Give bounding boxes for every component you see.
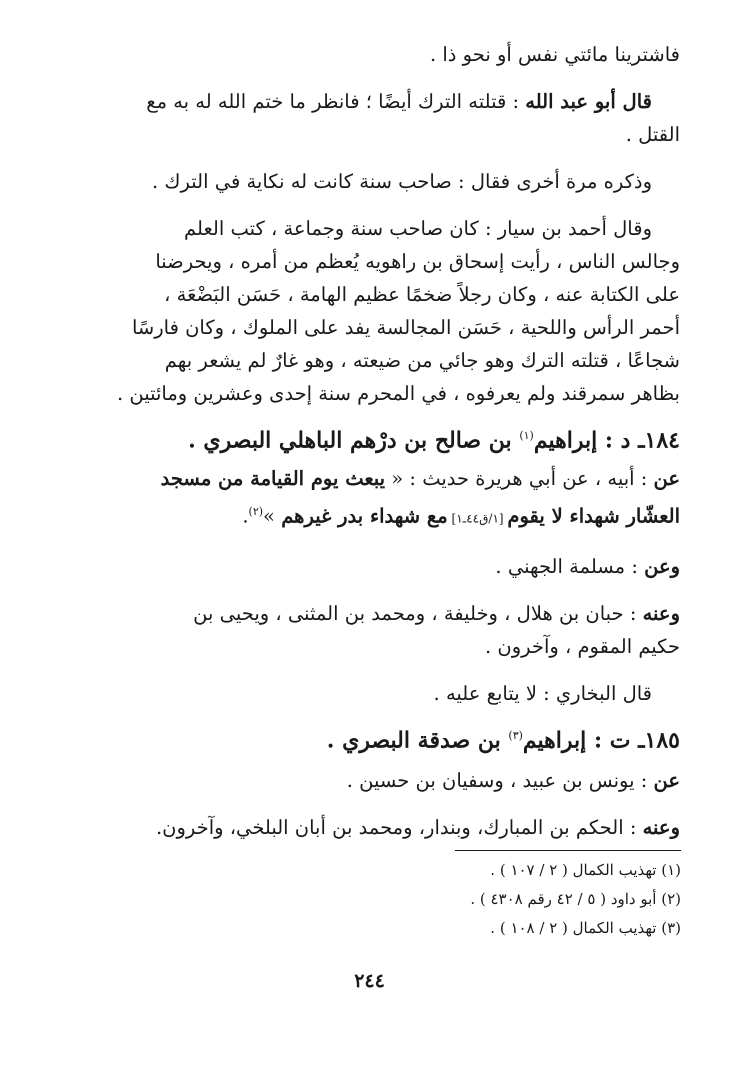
paragraph <box>70 597 680 663</box>
text-line <box>70 764 680 797</box>
footnote: (٢) أبو داود ( ٥ / ٤٢ رقم ٤٣٠٨ ) . <box>470 890 681 908</box>
paragraph <box>70 165 680 198</box>
entry-name: إبراهيم <box>522 727 587 754</box>
text-line: وذكره مرة أخرى فقال : صاحب سنة كانت له نكاية في الترك . <box>152 170 652 193</box>
paragraph <box>70 85 680 151</box>
text-span: : يونس بن عبيد ، وسفيان بن حسين . <box>346 769 654 793</box>
paragraph <box>70 811 680 844</box>
footnote-divider <box>455 850 681 851</box>
quote-close: » <box>263 504 282 528</box>
page-body <box>70 38 680 844</box>
text-line: بظاهر سمرقند ولم يعرفوه ، في المحرم سنة إحدى وعشرين ومائتين . <box>116 382 680 405</box>
text-line: على الكتابة عنه ، وكان رجلاً ضخمًا عظيم الهامة ، حَسَن البَضْعَة ، <box>164 283 680 306</box>
text-span: . <box>242 504 249 528</box>
entry-name-rest: بن صدقة البصري . <box>326 727 509 754</box>
text-line: قال البخاري : لا يتابع عليه . <box>433 681 652 705</box>
entry-heading-185 <box>70 718 680 758</box>
hadith-text: مع شهداء بدر غيرهم <box>281 504 448 528</box>
footnote: (١) تهذيب الكمال ( ٢ / ١٠٧ ) . <box>490 861 681 879</box>
text-line: فاشترينا مائتي نفس أو نحو ذا . <box>429 43 680 66</box>
footnote-marker: (٢) <box>248 505 264 519</box>
text-line: القتل . <box>625 123 680 146</box>
entry-heading-184 <box>70 418 680 458</box>
text-span: : قتلته الترك أيضًا ؛ فانظر ما ختم الله له به مع <box>146 90 526 113</box>
text-span: : مسلمة الجهني . <box>495 554 645 578</box>
label-wa-anhu: وعنه <box>642 816 680 840</box>
text-line <box>70 495 680 536</box>
paragraph <box>70 764 680 797</box>
text-span: : الحكم بن المبارك، وبندار، ومحمد بن أبان البلخي، وآخرون. <box>155 816 643 840</box>
text-line <box>70 550 680 583</box>
label-wa-anhu: وعنه <box>642 601 680 625</box>
entry-name-rest: بن صالح بن درْهم الباهلي البصري . <box>188 427 520 454</box>
paragraph <box>70 462 680 536</box>
footnotes <box>181 856 681 943</box>
paragraph <box>70 550 680 583</box>
text-line: أحمر الرأس واللحية ، حَسَن المجالسة يفد على الملوك ، وكان فارسًا <box>131 316 680 339</box>
paragraph <box>70 212 680 410</box>
text-line <box>70 85 680 118</box>
speaker-name: قال أبو عبد الله <box>525 90 652 113</box>
text-line: شجاعًا ، قتلته الترك وهو جائي من ضيعته ، وهو غارٌ لم يشعر بهم <box>164 349 680 372</box>
manuscript-ref: [١/ق٤٤ـ١] <box>447 511 508 526</box>
text-line: وجالس الناس ، رأيت إسحاق بن راهويه يُعظم من أمره ، ويحرضنا <box>155 250 680 273</box>
entry-name: إبراهيم <box>533 427 598 454</box>
paragraph <box>70 677 680 710</box>
text-line <box>70 811 680 844</box>
text-span: : حبان بن هلال ، وخليفة ، ومحمد بن المثنى ، ويحيى بن <box>193 601 643 625</box>
label-an: عن <box>653 769 680 793</box>
label-an: عن <box>653 467 680 491</box>
text-line <box>70 462 680 495</box>
hadith-text: يبعث يوم القيامة من مسجد <box>160 467 386 491</box>
paragraph <box>70 38 680 71</box>
text-span: : أبيه ، عن أبي هريرة حديث : « <box>385 467 654 491</box>
label-wa-an: وعن <box>644 554 680 578</box>
entry-number: ١٨٥ـ ت : <box>586 727 680 754</box>
text-line: وقال أحمد بن سيار : كان صاحب سنة وجماعة ، كتب العلم <box>184 217 652 240</box>
text-line: حكيم المقوم ، وآخرون . <box>485 634 680 658</box>
footnote-marker: (١) <box>519 429 534 442</box>
footnote-marker: (٣) <box>508 728 523 742</box>
footnote: (٣) تهذيب الكمال ( ٢ / ١٠٨ ) . <box>490 919 681 937</box>
hadith-text: العشّار شهداء لا يقوم <box>507 504 680 528</box>
page-number: ٢٤٤ <box>354 970 385 992</box>
entry-number: ١٨٤ـ د : <box>597 427 680 454</box>
text-line <box>70 597 680 630</box>
